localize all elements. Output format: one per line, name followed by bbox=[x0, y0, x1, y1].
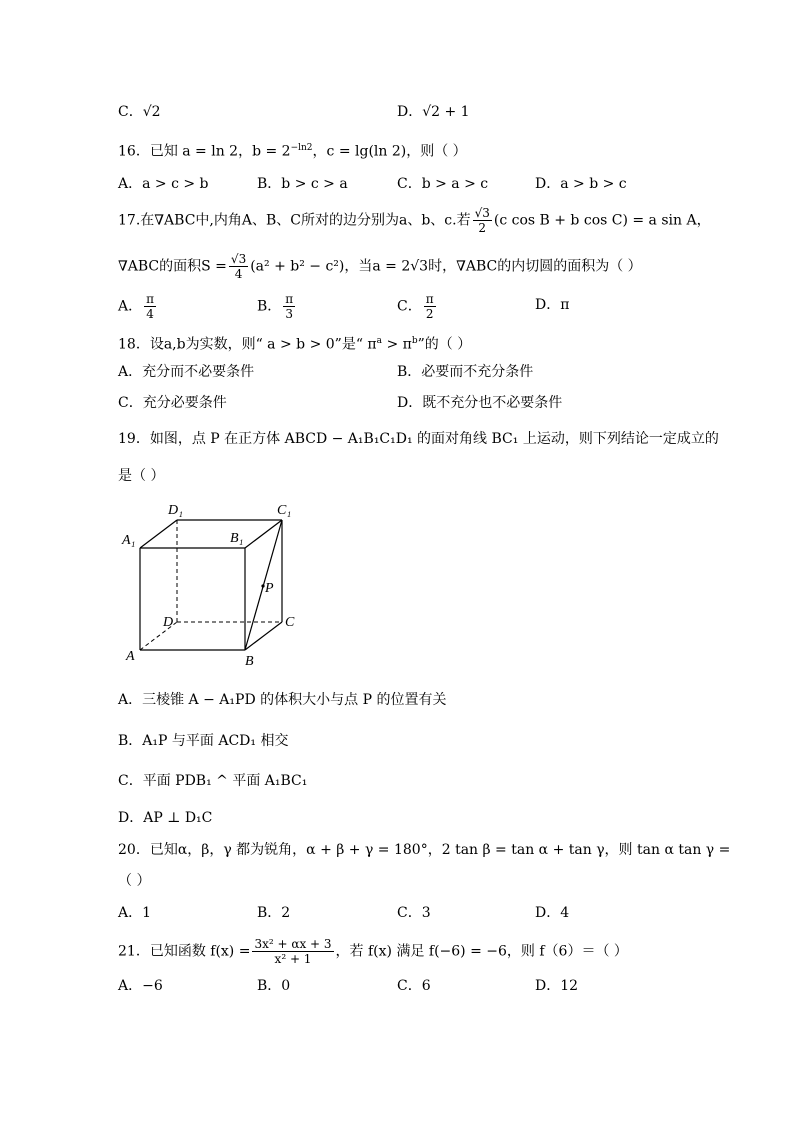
q21-option-a: A．−6 bbox=[118, 978, 163, 994]
q20-option-d: D．4 bbox=[535, 905, 570, 921]
q17-option-b-den: 3 bbox=[285, 307, 294, 321]
q17-line1 bbox=[118, 206, 711, 235]
q19-option-a: A．三棱锥 A − A₁PD 的体积大小与点 P 的位置有关 bbox=[118, 692, 447, 708]
q17-option-c-letter: C． bbox=[397, 298, 422, 315]
q21-stem bbox=[118, 937, 628, 966]
cube-figure bbox=[118, 500, 308, 670]
q17-option-d bbox=[535, 295, 569, 315]
q18-option-c: C．充分必要条件 bbox=[118, 395, 227, 411]
q16-exponent: −ln2 bbox=[290, 143, 313, 153]
edge-bc bbox=[245, 622, 282, 650]
q18-sup-a: a bbox=[376, 336, 382, 346]
q15-option-c: C．√2 bbox=[118, 104, 161, 120]
label-b: B bbox=[245, 654, 254, 669]
q19-option-d: D．AP ⊥ D₁C bbox=[118, 810, 213, 826]
q18-tail: ”的（ ） bbox=[417, 336, 472, 353]
q17-line2-tail: (a² + b² − c²)，当a = 2√3时，∇ABC的内切圆的面积为（ ） bbox=[250, 258, 642, 275]
label-c1: C₁ bbox=[277, 503, 292, 518]
q18-option-a: A．充分而不必要条件 bbox=[118, 364, 255, 380]
q16-option-a: A．a > c > b bbox=[118, 176, 209, 192]
label-d: D bbox=[163, 615, 174, 630]
q17-option-c-den: 2 bbox=[425, 307, 434, 321]
edge-a1d1 bbox=[140, 520, 177, 548]
q17-option-b-num: π bbox=[285, 292, 294, 306]
q17-line2-frac-num: √3 bbox=[230, 252, 247, 266]
q17-line1-text: 17.在∇ABC中,内角A、B、C所对的边分别为a、b、c.若 bbox=[118, 212, 471, 229]
q21-stem-text: 21．已知函数 f(x) = bbox=[118, 943, 251, 960]
q20-line1: 20．已知α，β，γ 都为锐角，α + β + γ = 180°，2 tan β = tan α + tan γ，则 tan α tan γ = bbox=[118, 842, 731, 858]
q18-mid: > π bbox=[382, 336, 412, 353]
q20-option-c: C．3 bbox=[397, 905, 431, 921]
q17-option-a-fraction bbox=[144, 292, 156, 321]
q21-tail: ，若 f(x) 满足 f(−6) = −6，则 f（6）＝（ ） bbox=[335, 943, 628, 960]
q17-option-d-value: π bbox=[560, 297, 570, 313]
q17-option-d-letter: D． bbox=[535, 297, 561, 313]
q21-frac-num: 3x² + αx + 3 bbox=[254, 937, 332, 951]
q17-line2-text: ∇ABC的面积S = bbox=[118, 258, 227, 275]
q16-option-c: C．b > a > c bbox=[397, 176, 489, 192]
q21-fraction bbox=[252, 937, 333, 966]
q19-option-c: C．平面 PDB₁ ^ 平面 A₁BC₁ bbox=[118, 773, 308, 789]
q21-option-d: D．12 bbox=[535, 978, 579, 994]
q16-stem-text: 16．已知 a = ln 2，b = 2 bbox=[118, 143, 291, 160]
q17-option-b-fraction bbox=[283, 292, 295, 321]
q16-stem bbox=[118, 138, 467, 162]
q17-option-a-den: 4 bbox=[146, 307, 154, 321]
label-d1: D₁ bbox=[168, 503, 183, 518]
label-a: A bbox=[126, 649, 135, 664]
q20-line2: （ ） bbox=[118, 873, 151, 889]
q17-option-a-letter: A． bbox=[118, 298, 143, 315]
q21-frac-den: x² + 1 bbox=[274, 952, 312, 966]
q16-option-d: D．a > b > c bbox=[535, 176, 627, 192]
q17-option-b-letter: B． bbox=[257, 298, 282, 315]
label-a1: A₁ bbox=[122, 533, 136, 548]
label-c: C bbox=[285, 615, 295, 630]
label-p: P bbox=[265, 581, 274, 596]
q21-option-c: C．6 bbox=[397, 978, 431, 994]
q18-option-b: B．必要而不充分条件 bbox=[397, 364, 534, 380]
q21-option-b: B．0 bbox=[257, 978, 291, 994]
q17-line2-frac-den: 4 bbox=[234, 267, 243, 281]
q20-option-a: A．1 bbox=[118, 905, 152, 921]
q17-line2 bbox=[118, 252, 642, 281]
q17-option-a bbox=[118, 292, 158, 321]
edge-b1c1 bbox=[245, 520, 282, 548]
q18-stem-text: 18．设a,b为实数，则“ a > b > 0”是“ π bbox=[118, 336, 377, 353]
q19-option-b: B．A₁P 与平面 ACD₁ 相交 bbox=[118, 733, 289, 749]
q19-line2: 是（ ） bbox=[118, 468, 165, 484]
q19-line1: 19．如图，点 P 在正方体 ABCD − A₁B₁C₁D₁ 的面对角线 BC₁ 上运动，则下列结论一定成立的 bbox=[118, 431, 719, 447]
q18-option-d: D．既不充分也不必要条件 bbox=[397, 395, 563, 411]
q20-option-b: B．2 bbox=[257, 905, 291, 921]
q17-option-a-num: π bbox=[146, 292, 155, 306]
label-b1: B₁ bbox=[230, 531, 244, 546]
q17-option-b bbox=[257, 292, 297, 321]
q17-line1-fraction bbox=[473, 206, 492, 235]
q17-option-c bbox=[397, 292, 438, 321]
q17-line1-tail: (c cos B + b cos C) = a sin A， bbox=[493, 212, 711, 229]
q17-line2-fraction bbox=[229, 252, 248, 281]
q17-option-c-num: π bbox=[425, 292, 434, 306]
q16-option-b: B．b > c > a bbox=[257, 176, 348, 192]
q17-option-c-fraction bbox=[424, 292, 436, 321]
q17-line1-frac-den: 2 bbox=[478, 221, 487, 235]
q18-sup-b: b bbox=[411, 336, 418, 346]
q17-line1-frac-num: √3 bbox=[474, 206, 490, 220]
q15-option-d: D．√2 + 1 bbox=[397, 104, 470, 120]
q16-stem-tail: ，c = lg(ln 2)，则（ ） bbox=[312, 143, 467, 160]
q18-stem bbox=[118, 331, 471, 355]
